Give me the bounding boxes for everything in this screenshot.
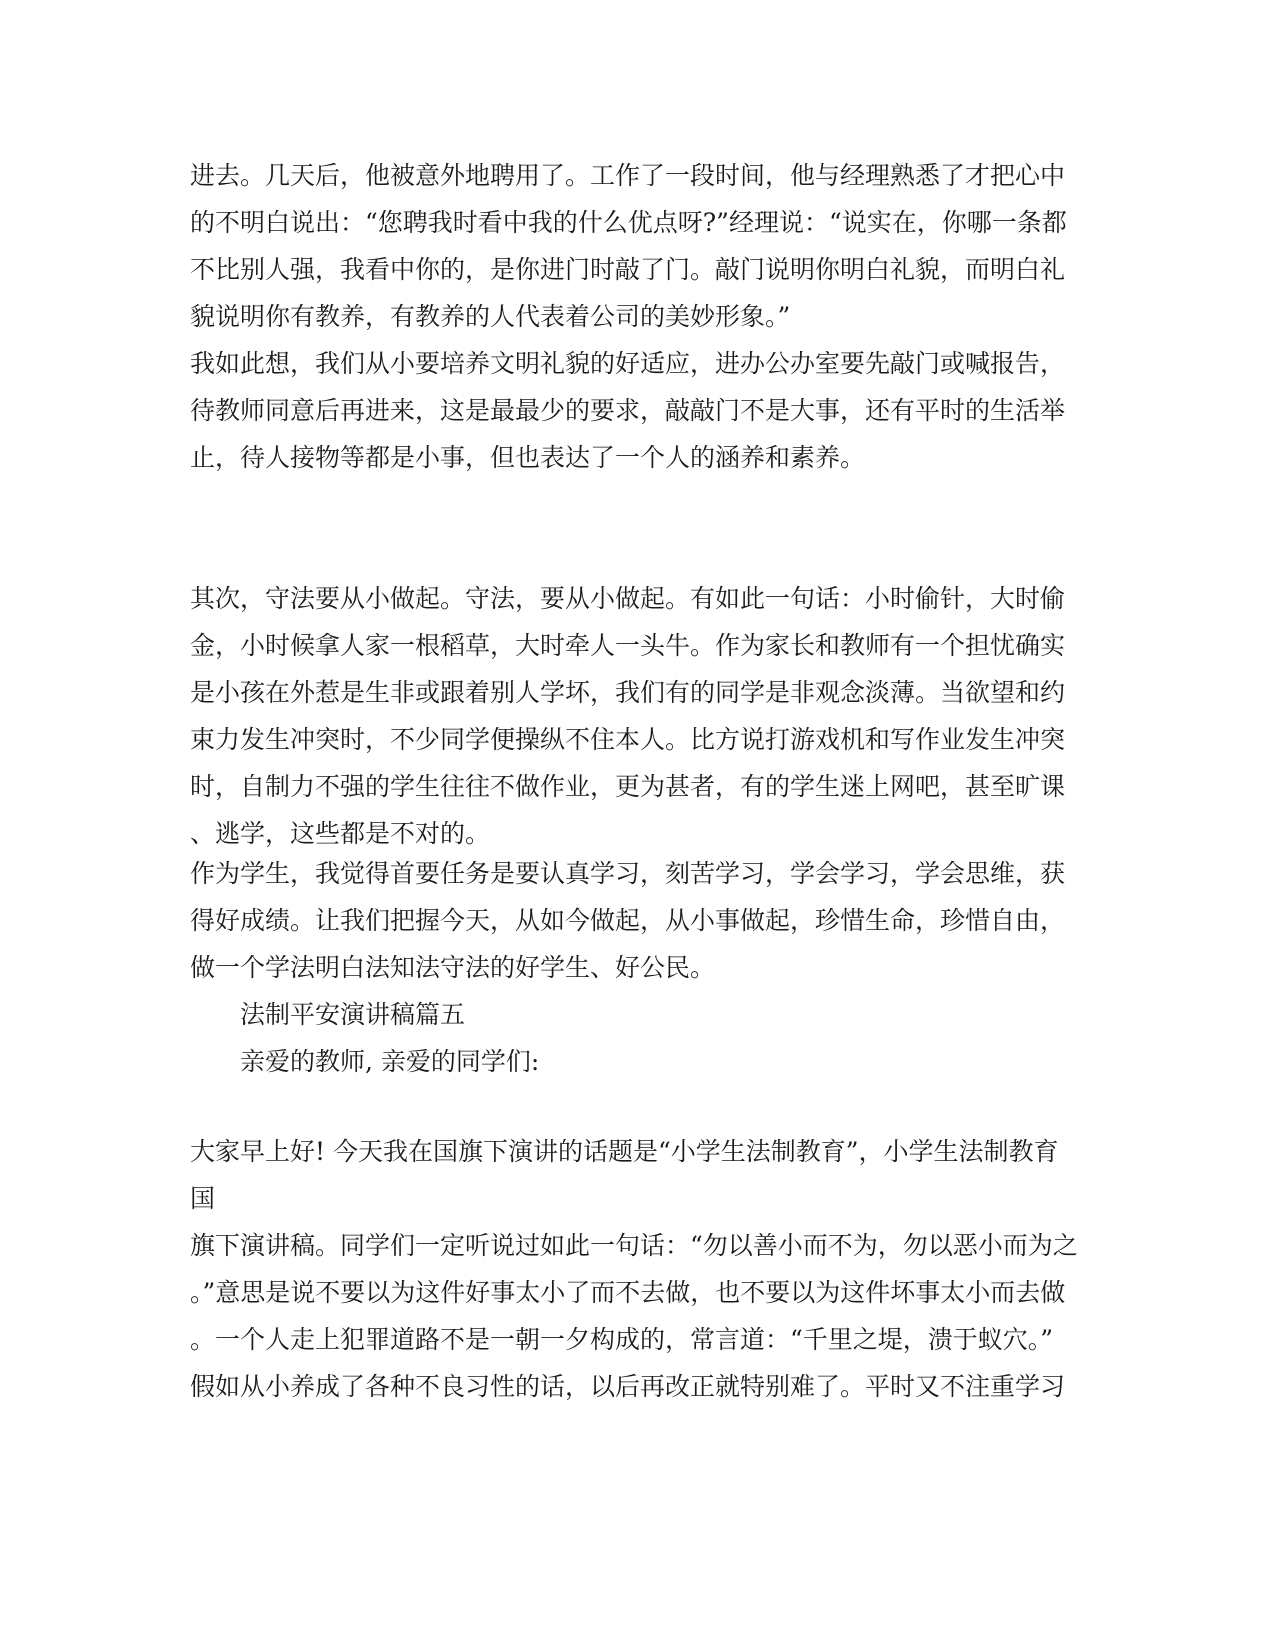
paragraph-story-ending: 进去。几天后，他被意外地聘用了。工作了一段时间，他与经理熟悉了才把心中 的不明白说出：“您聘我时看中我的什么优点呀?”经理说：“说实在，你哪一条都 不比别人强，我看中你的，是你进门时敲了门。敲门说明你明白礼貌，而明白礼 貌说明你有教养，有教养的人代表着公司的美妙形象。”: [190, 161, 1067, 331]
paragraph-student-duty: 作为学生，我觉得首要任务是要认真学习，刻苦学习，学会学习，学会思维，获 得好成绩。让我们把握今天，从如今做起，从小事做起，珍惜生命，珍惜自由， 做一个学法明白法知法守法的好学生、好公民。: [190, 859, 1066, 982]
greeting-line: 亲爱的教师, 亲爱的同学们:: [240, 1047, 540, 1076]
paragraph-politeness-habit: 我如此想，我们从小要培养文明礼貌的好适应，进办公办室要先敲门或喊报告， 待教师同意后再进来，这是最最少的要求，敲敲门不是大事，还有平时的生活举 止，待人接物等都是小事，但也表达了一个人的涵养和素养。: [190, 349, 1066, 472]
paragraph-law-from-young: 其次，守法要从小做起。守法，要从小做起。有如此一句话：小时偷针，大时偷 金，小时候拿人家一根稻草，大时牵人一头牛。作为家长和教师有一个担忧确实 是小孩在外惹是生非或跟着别人学坏，我们有的同学是非观念淡薄。当欲望和约 束力发生冲突时，不少同学便操纵不住本人。比方说打游戏机和写作业发生冲突 时，自制力不强的学生往往不做作业，更为甚者，有的学生迷上网吧，甚至旷课 、逃学，这些都是不对的。: [190, 584, 1066, 848]
paragraph-speech-opening: 大家早上好! 今天我在国旗下演讲的话题是“小学生法制教育”，小学生法制教育国 旗下演讲稿。同学们一定听说过如此一句话：“勿以善小而不为，勿以恶小而为之 。”意思是说不要以为这件好事太小了而不去做，也不要以为这件坏事太小而去做 。一个人走上犯罪道路不是一朝一夕构成的，常言道：“千里之堤，溃于蚁穴。” 假如从小养成了各种不良习性的话，以后再改正就特别难了。平时又不注重学习: [190, 1137, 1078, 1401]
section-heading: 法制平安演讲稿篇五: [240, 1000, 466, 1029]
